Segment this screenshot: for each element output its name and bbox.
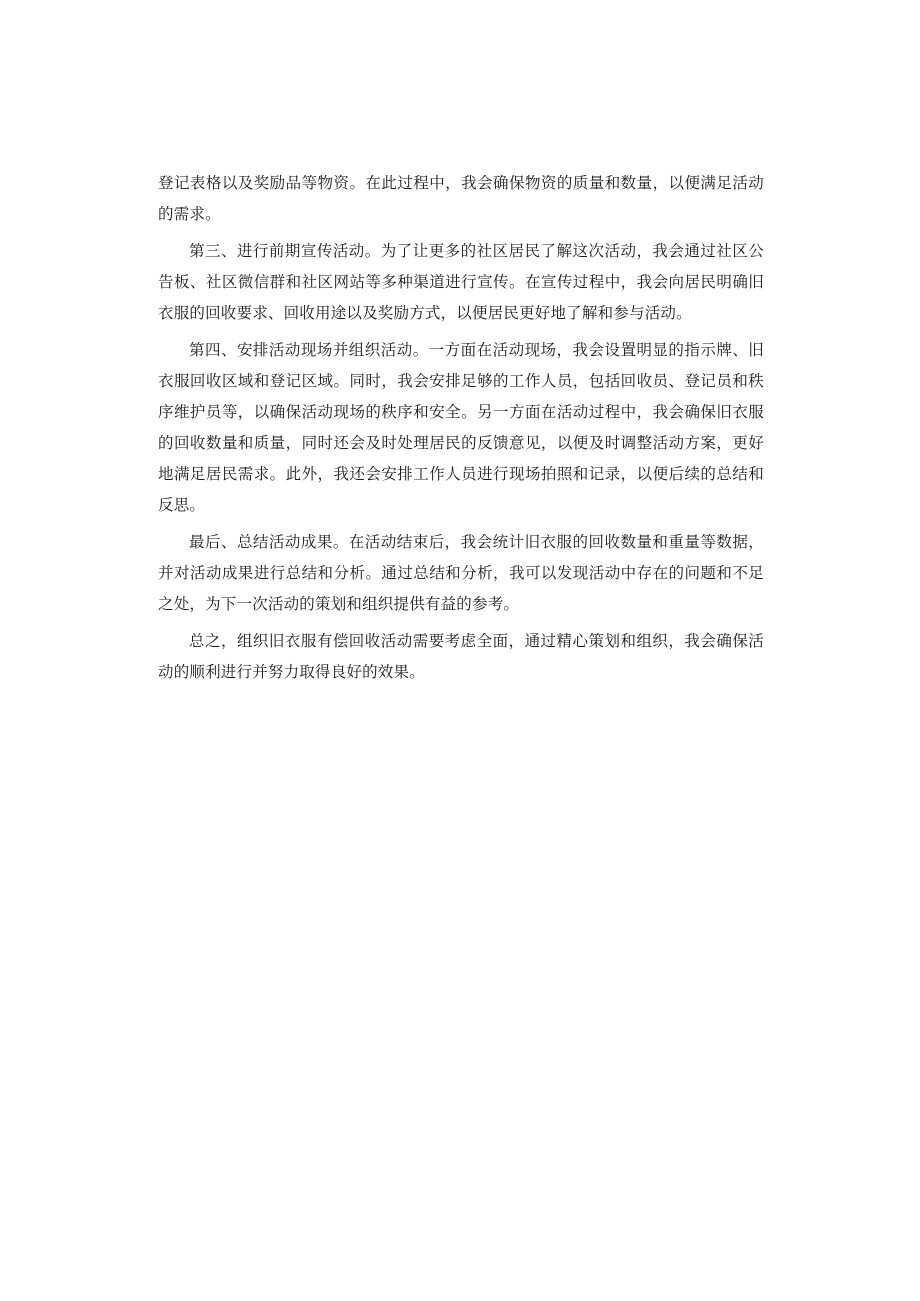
- paragraph-step-four: 第四、安排活动现场并组织活动。一方面在活动现场，我会设置明显的指示牌、旧衣服回收区域和登记区域。同时，我会安排足够的工作人员，包括回收员、登记员和秩序维护员等，以确保活动现场的秩序和安全。另一方面在活动过程中，我会确保旧衣服的回收数量和质量，同时还会及时处理居民的反馈意见，以便及时调整活动方案，更好地满足居民需求。此外，我还会安排工作人员进行现场拍照和记录，以便后续的总结和反思。: [158, 341, 764, 514]
- paragraph-conclusion: 总之，组织旧衣服有偿回收活动需要考虑全面，通过精心策划和组织，我会确保活动的顺利进行并努力取得良好的效果。: [158, 632, 764, 681]
- paragraph-step-three: 第三、进行前期宣传活动。为了让更多的社区居民了解这次活动，我会通过社区公告板、社区微信群和社区网站等多种渠道进行宣传。在宣传过程中，我会向居民明确旧衣服的回收要求、回收用途以及奖励方式，以便居民更好地了解和参与活动。: [158, 242, 764, 322]
- document-body: [158, 168, 764, 694]
- paragraph-final-step: 最后、总结活动成果。在活动结束后，我会统计旧衣服的回收数量和重量等数据，并对活动成果进行总结和分析。通过总结和分析，我可以发现活动中存在的问题和不足之处，为下一次活动的策划和组织提供有益的参考。: [158, 533, 764, 613]
- paragraph-continuation: 登记表格以及奖励品等物资。在此过程中，我会确保物资的质量和数量，以便满足活动的需求。: [158, 174, 764, 223]
